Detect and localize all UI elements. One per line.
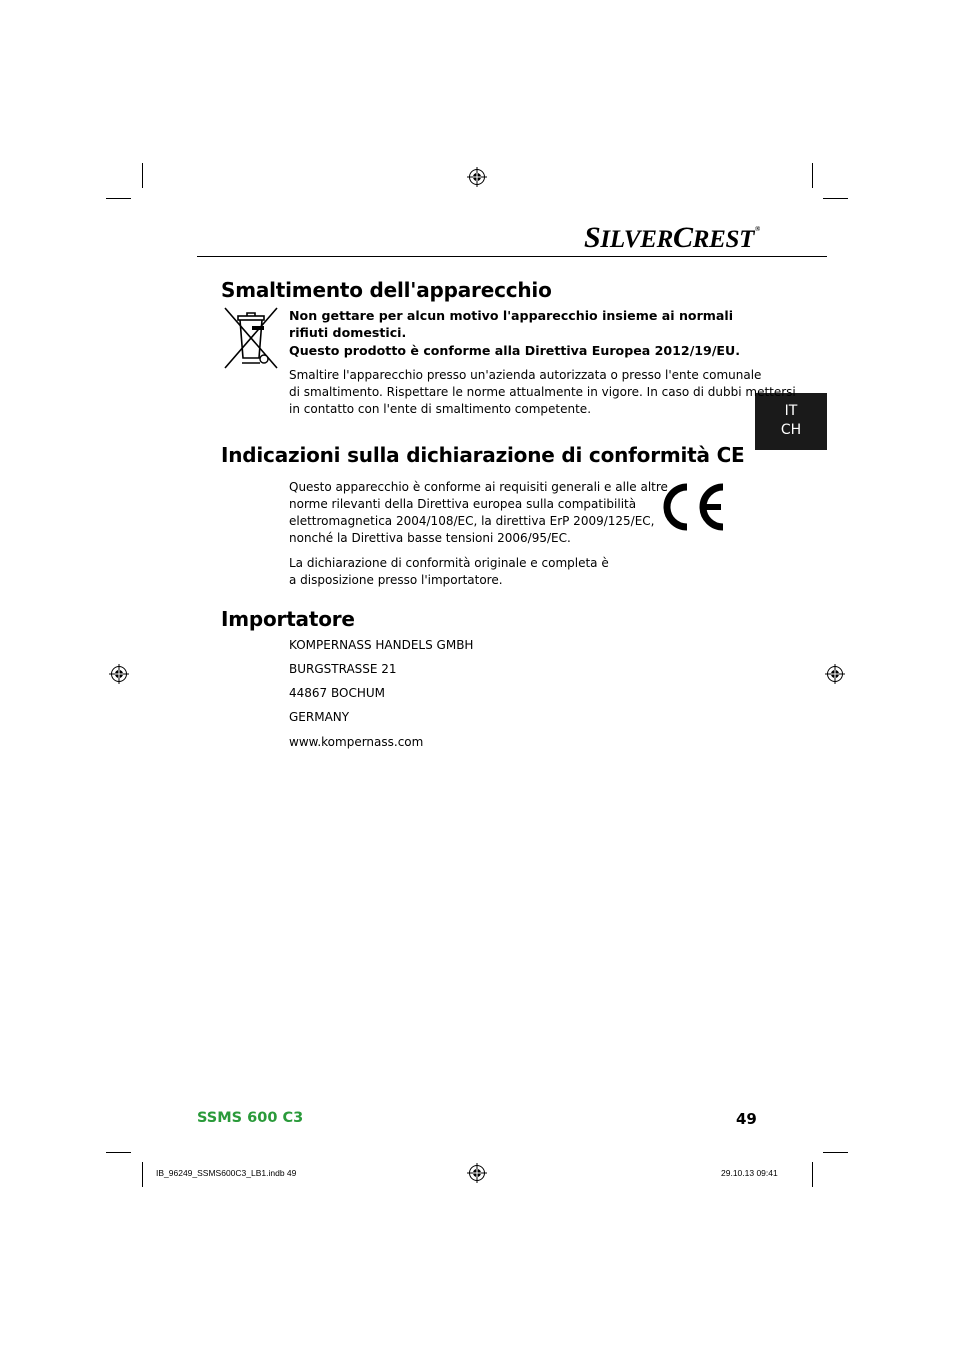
registration-target-icon xyxy=(825,664,845,684)
disposal-heading: Smaltimento dell'apparecchio xyxy=(221,278,552,302)
conformity-heading: Indicazioni sulla dichiarazione di conformità CE xyxy=(221,443,745,467)
disposal-text-line: di smaltimento. Rispettare le norme attualmente in vigore. In caso di dubbi mettersi xyxy=(289,385,796,399)
crop-mark xyxy=(812,163,813,188)
registration-target-icon xyxy=(109,664,129,684)
importer-heading: Importatore xyxy=(221,607,355,631)
crop-mark xyxy=(142,1162,143,1187)
language-code: CH xyxy=(780,422,802,438)
importer-city: 44867 BOCHUM xyxy=(289,686,385,700)
print-slug-file: IB_96249_SSMS600C3_LB1.indb 49 xyxy=(156,1168,297,1178)
importer-country: GERMANY xyxy=(289,710,350,724)
crop-mark xyxy=(823,1152,848,1153)
conformity-text-line: a disposizione presso l'importatore. xyxy=(289,573,503,587)
registration-target-icon xyxy=(467,167,487,187)
conformity-text-line: norme rilevanti della Direttiva europea sulla compatibilità xyxy=(289,497,637,511)
crossed-out-wheelie-bin-icon xyxy=(222,306,280,370)
model-number: SSMS 600 C3 xyxy=(197,1110,304,1126)
registration-target-icon xyxy=(467,1163,487,1183)
disposal-warning-line: Non gettare per alcun motivo l'apparecchio insieme ai normali xyxy=(289,308,734,323)
crop-mark xyxy=(142,163,143,188)
conformity-text-line: La dichiarazione di conformità originale e completa è xyxy=(289,556,609,570)
importer-website-link[interactable]: www.kompernass.com xyxy=(289,735,424,749)
brand-logo: SILVERCREST® xyxy=(584,221,760,254)
page-number: 49 xyxy=(736,1110,757,1128)
conformity-text-line: elettromagnetica 2004/108/EC, la direttiva ErP 2009/125/EC, xyxy=(289,514,655,528)
print-slug-date: 29.10.13 09:41 xyxy=(721,1168,778,1178)
importer-company: KOMPERNASS HANDELS GMBH xyxy=(289,638,474,652)
disposal-text-line: Smaltire l'apparecchio presso un'azienda autorizzata o presso l'ente comunale xyxy=(289,368,762,382)
language-tab xyxy=(755,393,827,450)
crop-mark xyxy=(812,1162,813,1187)
importer-street: BURGSTRASSE 21 xyxy=(289,662,397,676)
conformity-text-line: Questo apparecchio è conforme ai requisiti generali e alle altre xyxy=(289,480,668,494)
disposal-text-line: in contatto con l'ente di smaltimento competente. xyxy=(289,402,592,416)
crop-mark xyxy=(106,1152,131,1153)
header-rule xyxy=(197,256,827,257)
conformity-text-line: nonché la Direttiva basse tensioni 2006/95/EC. xyxy=(289,531,571,545)
crop-mark xyxy=(823,198,848,199)
disposal-directive-line: Questo prodotto è conforme alla Direttiva Europea 2012/19/EU. xyxy=(289,343,741,358)
disposal-warning-line: rifiuti domestici. xyxy=(289,325,407,340)
ce-mark-icon xyxy=(657,482,729,532)
crop-mark xyxy=(106,198,131,199)
language-code: IT xyxy=(784,403,798,419)
